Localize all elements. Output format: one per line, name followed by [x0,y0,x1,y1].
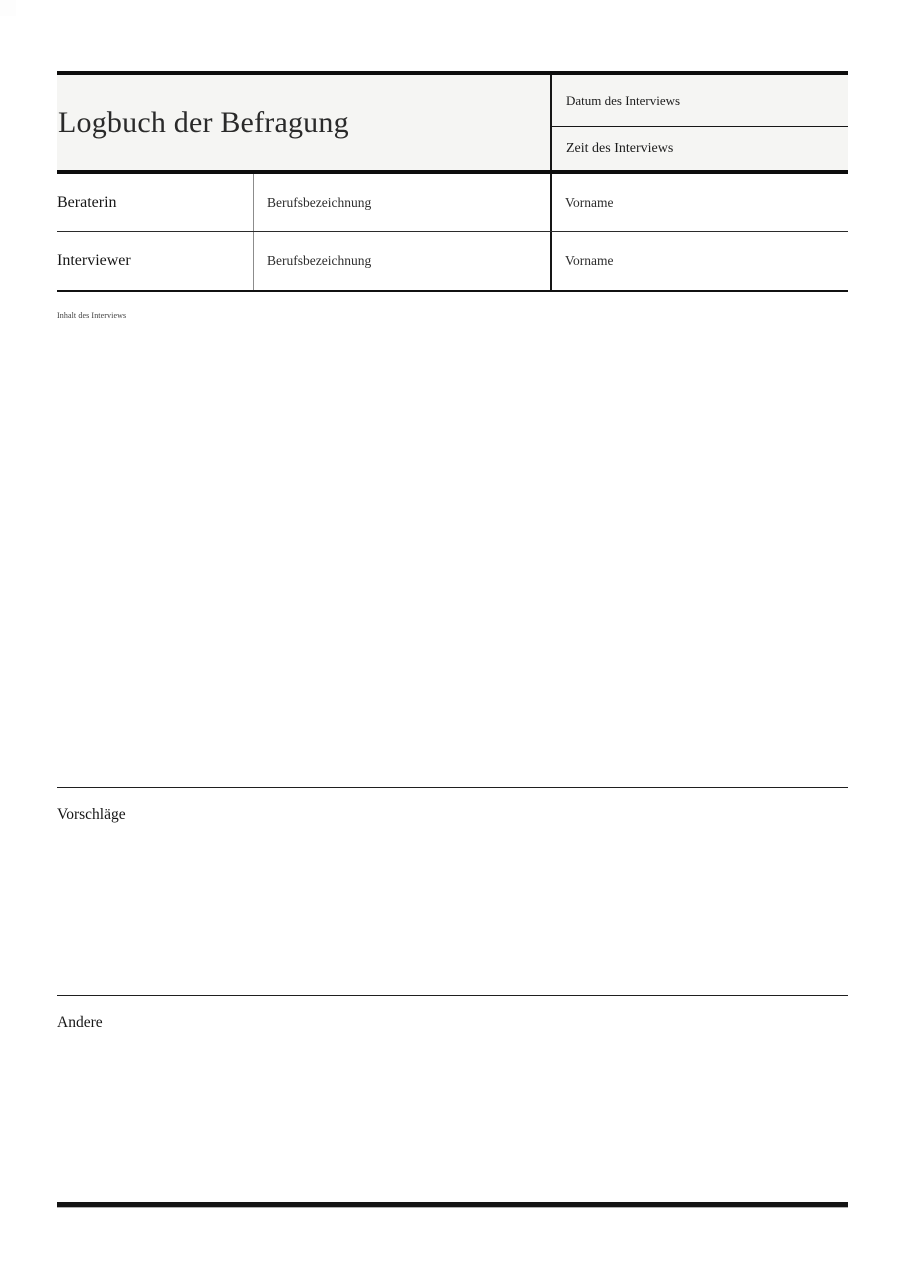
interview-time-field[interactable] [552,127,848,170]
other-area[interactable] [57,1040,848,1200]
participants-table [57,174,848,292]
job-title-field[interactable] [253,232,550,290]
interview-time-label: Zeit des Interviews [566,140,674,156]
first-name-label: Vorname [565,253,614,268]
first-name-label: Vorname [565,194,614,210]
other-label: Andere [57,1014,103,1031]
logbook-header-table [57,71,848,174]
interview-date-label: Datum des Interviews [566,92,681,108]
interview-content-label: Inhalt des Interviews [57,311,127,320]
job-title-label: Berufsbezeichnung [267,194,372,210]
form-title: Logbuch der Befragung [58,105,349,139]
table-row-beraterin [57,174,848,232]
section-divider [57,995,848,996]
form-title-cell [57,75,550,170]
interview-date-field[interactable] [552,75,848,127]
page-corner-artifact [0,0,16,16]
first-name-field[interactable] [550,174,848,231]
interview-meta-column [550,75,848,170]
suggestions-area[interactable] [57,832,848,992]
job-title-field[interactable] [253,174,550,231]
interview-content-area[interactable] [57,324,848,784]
role-label-cell [57,232,253,290]
table-row-interviewer [57,232,848,290]
first-name-field[interactable] [550,232,848,290]
suggestions-label: Vorschläge [57,806,126,823]
page-bottom-rule [57,1202,848,1207]
role-label: Beraterin [57,193,117,211]
section-divider [57,787,848,788]
job-title-label: Berufsbezeichnung [267,253,372,268]
role-label-cell [57,174,253,231]
role-label: Interviewer [57,252,131,269]
